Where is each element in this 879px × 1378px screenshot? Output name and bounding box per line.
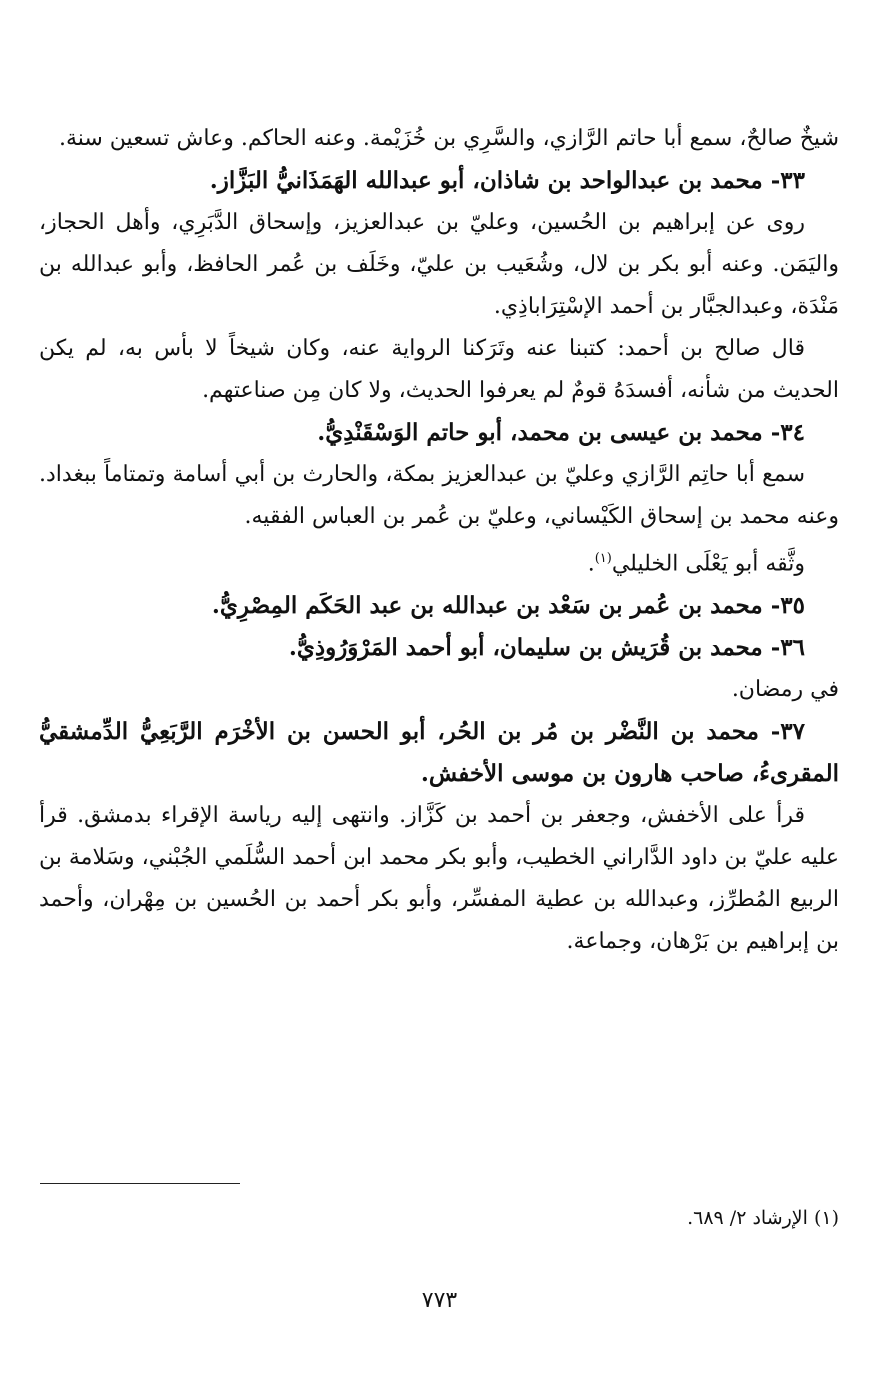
tawthiq-tail: .	[587, 551, 595, 577]
paragraph-entry-33-quote: قال صالح بن أحمد: كتبنا عنه وتَرَكنا الرواية عنه، وكان شيخاً لا بأس به، لم يكن الحديث من شأنه، أفسدَهُ قومٌ لم يعرفوا الحديث، ولا كان مِن صناعتهم.	[39, 336, 839, 403]
paragraph-entry-36-body: في رمضان.	[731, 677, 839, 703]
tawthiq-text: وثَّقه أبو يَعْلَى الخليلي	[611, 551, 805, 577]
footnote: (١) الإرشاد ٢/ ٦٨٩.	[687, 1207, 839, 1229]
entry-34-heading: ٣٤- محمد بن عيسى بن محمد، أبو حاتم الوَسْقَنْدِيُّ.	[317, 419, 805, 446]
paragraph-entry-33-body: روى عن إبراهيم بن الحُسين، وعليّ بن عبدالعزيز، وإسحاق الدَّبَرِي، وأهل الحجاز، واليَمَن. وعنه أبو بكر بن لال، وشُعَيب بن عليّ، وخَلَف بن عُمر الحافظ، وأبو عبدالله بن مَنْدَة، وعبدالجبَّار بن أحمد الإسْتِرَاباذِي.	[39, 210, 839, 319]
entry-33-heading: ٣٣- محمد بن عبدالواحد بن شاذان، أبو عبدالله الهَمَذَانيُّ البَزَّاز.	[209, 167, 805, 194]
entry-35-heading: ٣٥- محمد بن عُمر بن سَعْد بن عبدالله بن عبد الحَكَم المِصْرِيُّ.	[211, 592, 805, 620]
entry-37-heading: ٣٧- محمد بن النَّضْر بن مُر بن الحُر، أبو الحسن بن الأخْرَم الرَّبَعِيُّ الدِّمشقيُّ المقرىءُ، صاحب هارون بن موسى الأخفش.	[39, 718, 839, 788]
paragraph-1: شيخٌ صالحٌ، سمع أبا حاتم الرَّازي، والسَّرِي بن خُزَيْمة. وعنه الحاكم. وعاش تسعين سنة.	[58, 126, 839, 151]
page-number: ٧٧٣	[421, 1288, 458, 1313]
footnote-divider	[40, 1183, 240, 1184]
paragraph-entry-34-tawthiq	[39, 538, 839, 585]
paragraph-entry-34-body: سمع أبا حاتِم الرَّازي وعليّ بن عبدالعزيز بمكة، والحارث بن أبي أسامة وتمتاماً ببغداد. وعنه محمد بن إسحاق الكَيْساني، وعليّ بن عُمر بن العباس الفقيه.	[39, 462, 839, 529]
paragraph-entry-37-body: قرأ على الأخفش، وجعفر بن أحمد بن كَزَّاز. وانتهى إليه رياسة الإقراء بدمشق. قرأ عليه عليّ بن داود الدَّاراني الخطيب، وأبو بكر محمد ابن أحمد السُّلَمي الجُبْني، وسَلامة بن الربيع المُطرِّز، وعبدالله بن عطية المفسِّر، وأبو بكر أحمد بن الحُسين بن مِهْران، وأحمد بن إبراهيم بن بَرْهان، وجماعة.	[39, 803, 839, 955]
footnote-ref[interactable]: (١)	[594, 551, 612, 566]
page-body	[39, 118, 839, 963]
entry-36-heading: ٣٦- محمد بن قُرَيش بن سليمان، أبو أحمد المَرْوَرُوذِيُّ.	[288, 634, 805, 662]
